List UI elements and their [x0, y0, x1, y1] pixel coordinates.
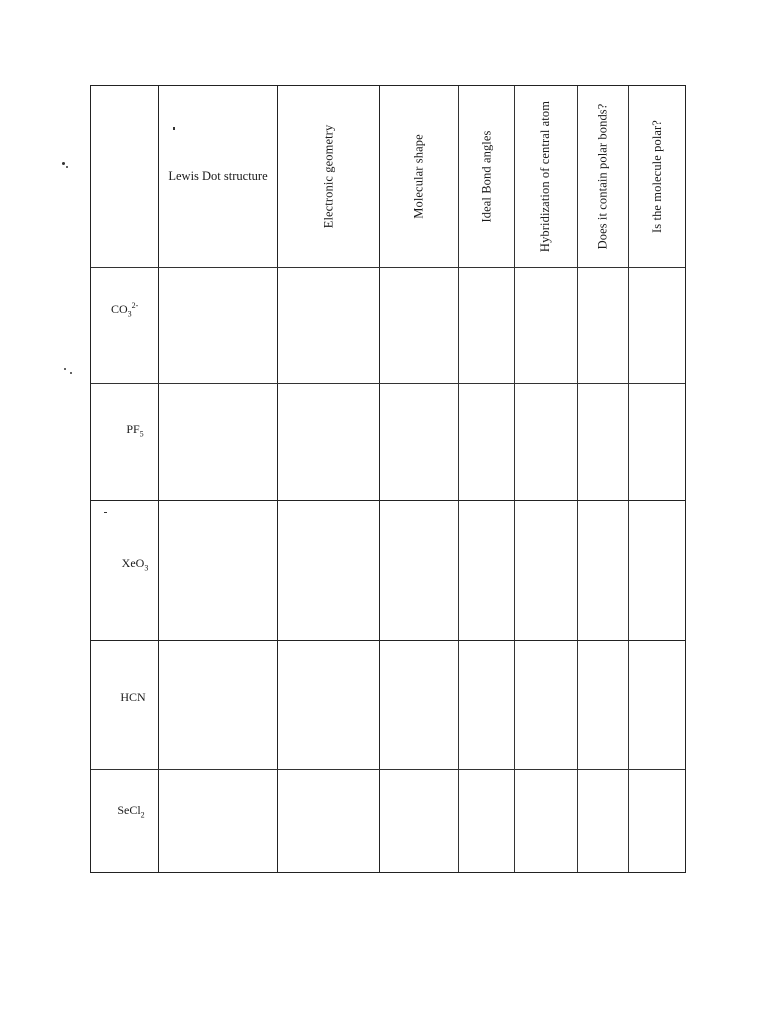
row-divider	[91, 769, 685, 770]
formula-base: XeO	[121, 556, 145, 571]
row-divider	[91, 500, 685, 501]
row-label-xeo3	[91, 495, 159, 634]
formula-subscript: 3	[127, 309, 132, 319]
formula-base: SeCl	[117, 802, 141, 817]
formula-subscript: 2	[140, 810, 145, 820]
scan-speck	[66, 166, 68, 168]
row-label-hcn	[91, 633, 159, 761]
header-ideal-bond-angles	[459, 86, 514, 267]
formula-subscript: 5	[139, 429, 144, 439]
formula-base: PF	[126, 421, 140, 436]
formula-base: HCN	[120, 689, 146, 704]
header-label: Is the molecule polar?	[649, 120, 664, 233]
header-molecule-polar	[629, 86, 685, 267]
header-hybridization	[515, 86, 577, 267]
header-label: Does it contain polar bonds?	[595, 103, 610, 250]
scan-speck	[64, 368, 66, 370]
formula-superscript: 2-	[131, 300, 139, 310]
header-electronic-geometry	[278, 86, 379, 267]
header-polar-bonds	[578, 86, 628, 267]
header-label: Molecular shape	[411, 134, 426, 219]
row-divider	[91, 267, 685, 268]
header-lewis-dot-structure	[159, 86, 277, 267]
molecular-geometry-table	[90, 85, 686, 873]
header-label: Lewis Dot structure	[168, 169, 268, 183]
row-divider	[91, 640, 685, 641]
row-label-pf5	[91, 372, 159, 488]
header-molecular-shape	[380, 86, 458, 267]
row-divider	[91, 383, 685, 384]
scan-speck	[62, 162, 65, 165]
header-label: Ideal Bond angles	[479, 130, 494, 223]
header-label: Electronic geometry	[321, 124, 335, 229]
formula-subscript: 3	[144, 563, 149, 573]
formula-base: CO	[111, 301, 128, 316]
row-label-secl2	[91, 760, 159, 862]
row-label-carbonate	[91, 252, 159, 367]
scan-speck	[70, 372, 72, 374]
header-label: Hybridization of central atom	[538, 100, 553, 253]
